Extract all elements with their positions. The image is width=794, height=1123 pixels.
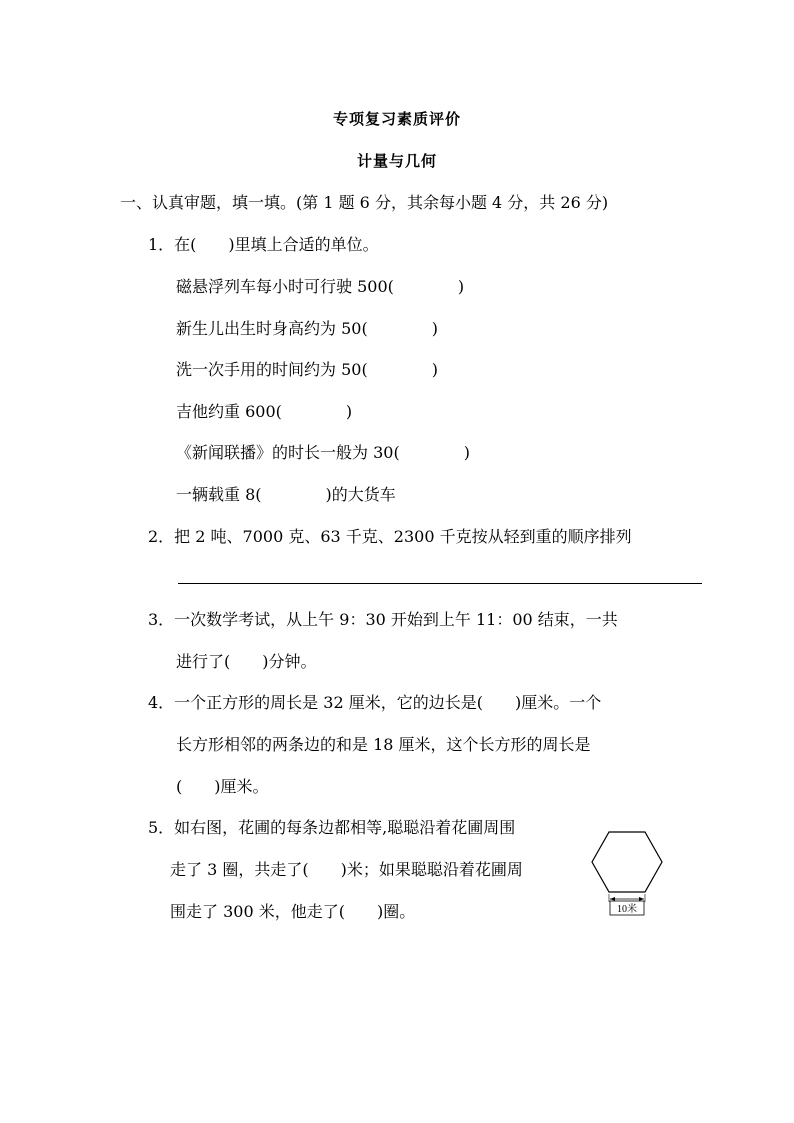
- arrow-right-icon: [639, 897, 644, 901]
- question-4-line: ( )厘米。: [176, 777, 269, 796]
- hexagon-figure: [590, 828, 664, 918]
- question-1-item: 《新闻联播》的时长一般为 30( ): [176, 443, 470, 462]
- question-5-line: 围走了 300 米，他走了( )圈。: [170, 902, 416, 921]
- section-heading: 一、认真审题，填一填。(第 1 题 6 分，其余每小题 4 分，共 26 分): [120, 193, 609, 212]
- hexagon-shape: [592, 832, 662, 892]
- side-length-label: 10米: [617, 904, 637, 915]
- question-4-line: 4．一个正方形的周长是 32 厘米，它的边长是( )厘米。一个: [148, 693, 602, 712]
- question-1-item: 一辆载重 8( )的大货车: [176, 485, 396, 504]
- question-1-item: 洗一次手用的时间约为 50( ): [176, 360, 438, 379]
- question-5-line: 5．如右图，花圃的每条边都相等,聪聪沿着花圃周围: [148, 818, 516, 837]
- question-1-stem: 1．在( )里填上合适的单位。: [148, 235, 379, 254]
- question-4-line: 长方形相邻的两条边的和是 18 厘米，这个长方形的周长是: [176, 735, 591, 754]
- question-3-line: 3．一次数学考试，从上午 9：30 开始到上午 11：00 结束，一共: [148, 610, 618, 629]
- arrow-left-icon: [610, 897, 615, 901]
- page-title: 专项复习素质评价: [332, 110, 461, 128]
- question-2-stem: 2．把 2 吨、7000 克、63 千克、2300 千克按从轻到重的顺序排列: [148, 527, 632, 546]
- question-1-item: 磁悬浮列车每小时可行驶 500( ): [176, 277, 465, 296]
- question-1-item: 新生儿出生时身高约为 50( ): [176, 319, 438, 338]
- page-subtitle: 计量与几何: [356, 152, 437, 170]
- question-1-item: 吉他约重 600( ): [176, 402, 353, 421]
- question-5-line: 走了 3 圈，共走了( )米；如果聪聪沿着花圃周: [170, 860, 523, 879]
- question-3-line: 进行了( )分钟。: [176, 652, 317, 671]
- answer-line: [178, 583, 702, 584]
